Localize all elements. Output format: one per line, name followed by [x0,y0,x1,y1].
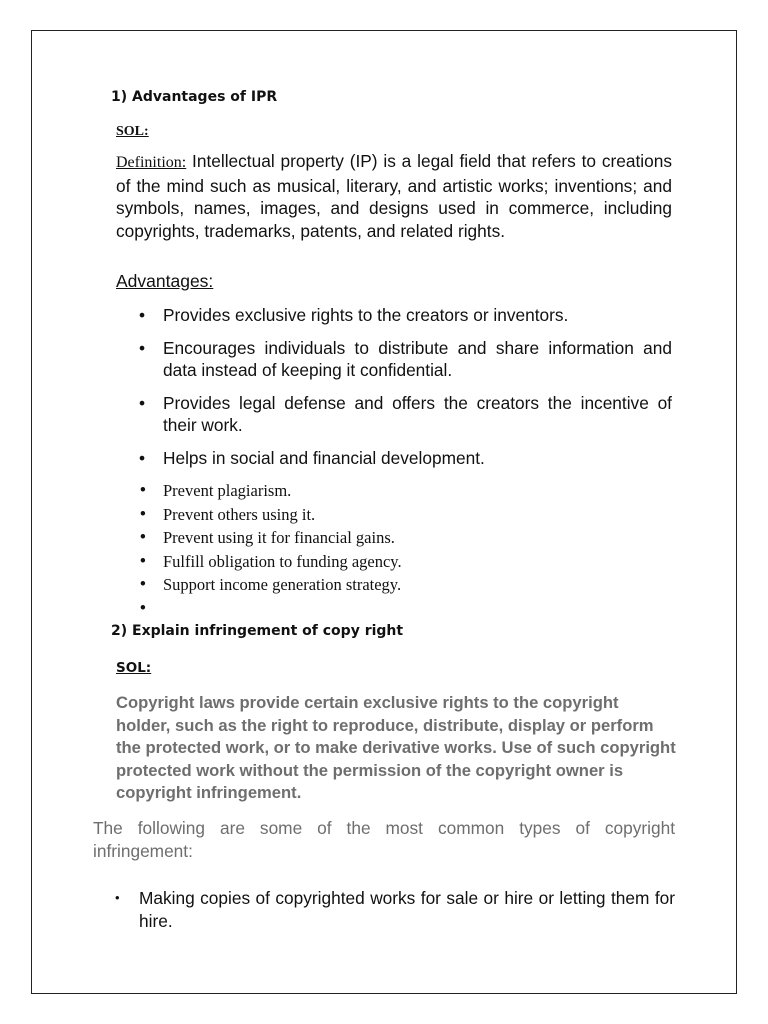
list-item: • Fulfill obligation to funding agency. [163,550,672,574]
advantages-label: Advantages: [116,271,214,291]
list-item: • Provides exclusive rights to the creators or inventors. [139,305,569,325]
section-2-heading: 2) Explain infringement of copy right [111,623,404,639]
advantages-list [139,304,672,479]
list-item: • Prevent others using it. [163,503,672,527]
extra-points-list [140,479,672,621]
list-item: • Helps in social and financial development. [139,447,485,468]
definition-paragraph [116,150,672,242]
bullet-icon: • [115,890,120,905]
bullet-icon: • [140,598,146,617]
section-1-sol-label: SOL: [116,124,149,139]
list-item: • Support income generation strategy. [163,573,672,597]
bullet-icon: • [140,504,146,523]
list-item: • Provides legal defense and offers the creators the incentive of their work. [139,392,672,435]
bullet-icon: • [140,551,146,570]
copyright-bold-paragraph: Copyright laws provide certain exclusive rights to the copyright holder, such as the right to reproduce, distribute, display or perform the protected work, or to make derivative works. Use of such copyright protected work without the permission of the copyright owner is copyright infringement. [116,693,676,802]
section-1-heading: 1) Advantages of IPR [111,89,278,105]
definition-text: Intellectual property (IP) is a legal field that refers to creations of the mind such as musical, literary, and artistic works; inventions; and symbols, names, images, and designs used in commerce, including copyrights, trademarks, patents, and related rights. [116,151,672,241]
bullet-icon: • [139,337,146,358]
section-2-sol-label: SOL: [116,660,152,676]
list-item [140,597,672,621]
list-item: • Prevent using it for financial gains. [163,526,672,550]
bullet-icon: • [140,575,146,594]
bullet-icon: • [140,528,146,547]
definition-label: Definition: [116,154,187,171]
list-item: • Making copies of copyrighted works for sale or hire or letting them for hire. [115,888,675,931]
bullet-icon: • [139,392,146,413]
bullet-icon: • [139,447,146,468]
infringement-types-list [115,887,675,932]
bullet-icon: • [140,481,146,499]
list-item: • Prevent plagiarism. [163,479,672,503]
bullet-icon: • [139,305,146,325]
infringement-intro: The following are some of the most common types of copyright infringement: [93,818,675,861]
list-item: • Encourages individuals to distribute and share information and data instead of keeping it confidential. [139,337,672,380]
